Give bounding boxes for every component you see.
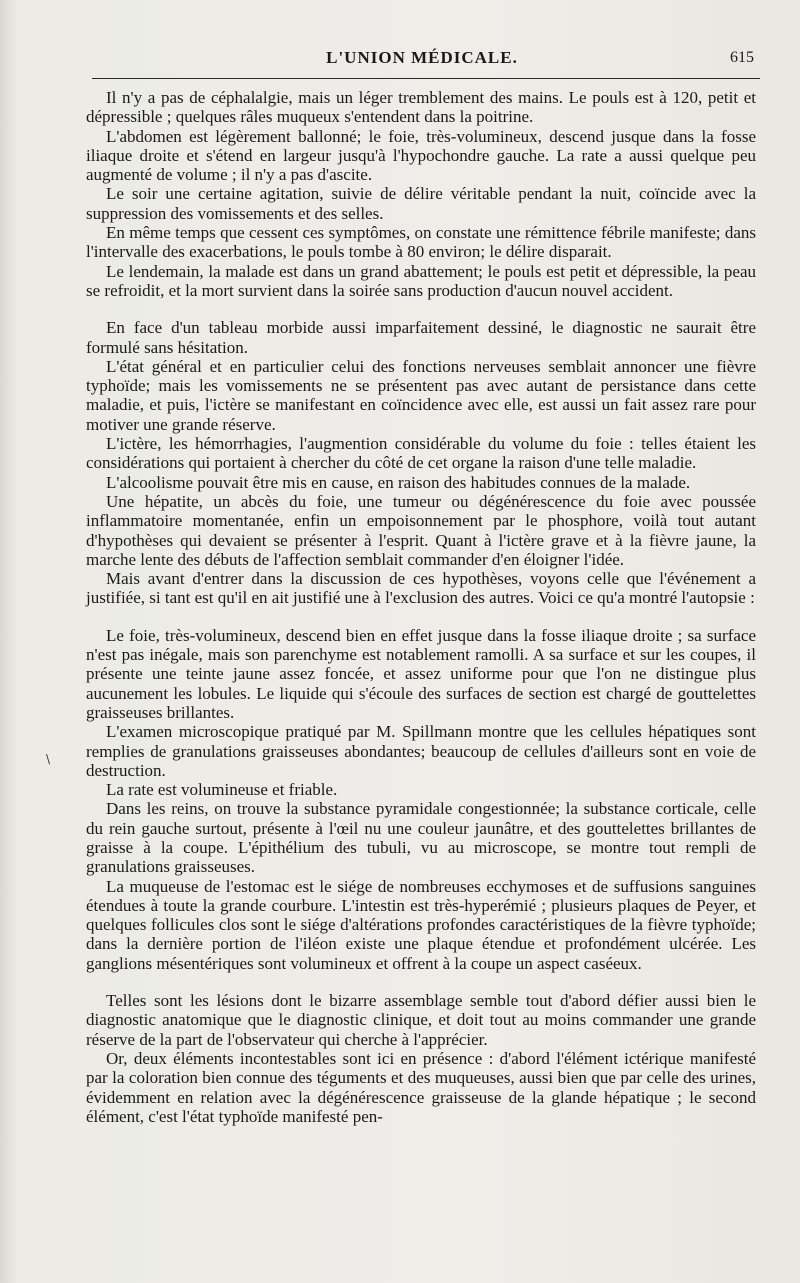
paragraph: L'ictère, les hémorrhagies, l'augmention considérable du volume du foie : telles étaient les considérations qui portaient à chercher du côté de cet organe la raison d'une telle maladie. [86,434,756,473]
paragraph: Il n'y a pas de céphalalgie, mais un léger tremblement des mains. Le pouls est à 120, petit et dépressible ; quelques râles muqueux s'entendent dans la poitrine. [86,88,756,127]
paragraph: Dans les reins, on trouve la substance pyramidale congestionnée; la substance corticale, celle du rein gauche surtout, présente à l'œil nu une couleur jaunâtre, et des gouttelettes brillantes de graisse à la coupe. L'épithélium des tubuli, vu au microscope, se montre tout rempli de granulations graisseuses. [86,799,756,877]
running-title: L'UNION MÉDICALE. [326,48,518,67]
paragraph: La rate est volumineuse et friable. [106,780,338,800]
paragraph: L'abdomen est légèrement ballonné; le foie, très-volumineux, descend jusque dans la fosse iliaque droite et s'étend en largeur jusqu'à l'hypochondre gauche. La rate a aussi quelque peu augmenté de volume ; il n'y a pas d'ascite. [86,126,756,185]
page-number: 615 [730,49,754,66]
paragraph: Le lendemain, la malade est dans un grand abattement; le pouls est petit et dépressible, la peau se refroidit, et la mort survient dans la soirée sans production d'aucun nouvel accident. [86,261,756,300]
paragraph: En même temps que cessent ces symptômes, on constate une rémittence fébrile manifeste; dans l'intervalle des exacerbations, le pouls tombe à 80 environ; le délire disparait. [86,223,756,262]
section-gap [86,973,756,991]
article-body [86,88,756,1126]
page-header [86,44,758,78]
paragraph: Telles sont les lésions dont le bizarre assemblage semble tout d'abord défier aussi bien le diagnostic anatomique que le diagnostic clinique, et doit tout au moins commander une grande réserve de la part de l'observateur qui cherche à l'apprécier. [86,991,756,1049]
paragraph: L'alcoolisme pouvait être mis en cause, en raison des habitudes connues de la malade. [106,472,691,492]
section-gap [86,608,756,626]
paragraph: En face d'un tableau morbide aussi imparfaitement dessiné, le diagnostic ne saurait être formulé sans hésitation. [86,318,756,357]
paragraph: La muqueuse de l'estomac est le siége de nombreuses ecchymoses et de suffusions sanguines étendues à toute la grande courbure. L'intestin est très-hyperémié ; plusieurs plaques de Peyer, et quelques follicules clos sont le siége d'altérations profondes caractéristiques de la fièvre typhoïde; dans la dernière portion de l'iléon existe une plaque étendue et profondément ulcérée. Les ganglions mésentériques sont volumineux et offrent à la coupe un aspect caséeux. [86,876,756,973]
paragraph: L'examen microscopique pratiqué par M. Spillmann montre que les cellules hépatiques sont remplies de granulations graisseuses abondantes; beaucoup de cellules d'ailleurs sont en voie de destruction. [86,722,756,780]
paragraph: Une hépatite, un abcès du foie, une tumeur ou dégénérescence du foie avec poussée inflammatoire momentanée, enfin un empoisonnement par le phosphore, voilà tout autant d'hypothèses qui devaient se présenter à l'esprit. Quant à l'ictère grave et à la fièvre jaune, la marche lente des débuts de l'affection semblait commander d'en éloigner l'idée. [86,491,756,569]
paragraph: L'état général et en particulier celui des fonctions nerveuses semblait annoncer une fièvre typhoïde; mais les vomissements ne se présentent pas avec autant de persistance dans cette maladie, et puis, l'ictère se manifestant en coïncidence avec elle, est aussi un fait assez rare pour motiver une grande réserve. [86,356,756,434]
paragraph: Le foie, très-volumineux, descend bien en effet jusque dans la fosse iliaque droite ; sa surface n'est pas inégale, mais son parenchyme est notablement ramolli. A sa surface et sur les coupes, il présente une teinte jaune assez foncée, et assez uniforme pour que l'on ne distingue plus aucunement les lobules. Le liquide qui s'écoule des surfaces de section est chargé de gouttelettes graisseuses brillantes. [86,625,756,722]
section-gap [86,300,756,318]
margin-mark: \ [46,752,51,766]
paragraph: Or, deux éléments incontestables sont ici en présence : d'abord l'élément ictérique manifesté par la coloration bien connue des téguments et des muqueuses, aussi bien que par celle des urines, évidemment en relation avec la dégénérescence graisseuse de la glande hépatique ; le second élément, c'est l'état typhoïde manifesté pen- [86,1048,756,1126]
paragraph: Le soir une certaine agitation, suivie de délire véritable pendant la nuit, coïncide avec la suppression des vomissements et des selles. [86,184,756,223]
paragraph: Mais avant d'entrer dans la discussion de ces hypothèses, voyons celle que l'événement a justifiée, si tant est qu'il en ait justifié une à l'exclusion des autres. Voici ce qu'a montré l'autopsie : [86,569,756,608]
header-rule [92,78,760,79]
